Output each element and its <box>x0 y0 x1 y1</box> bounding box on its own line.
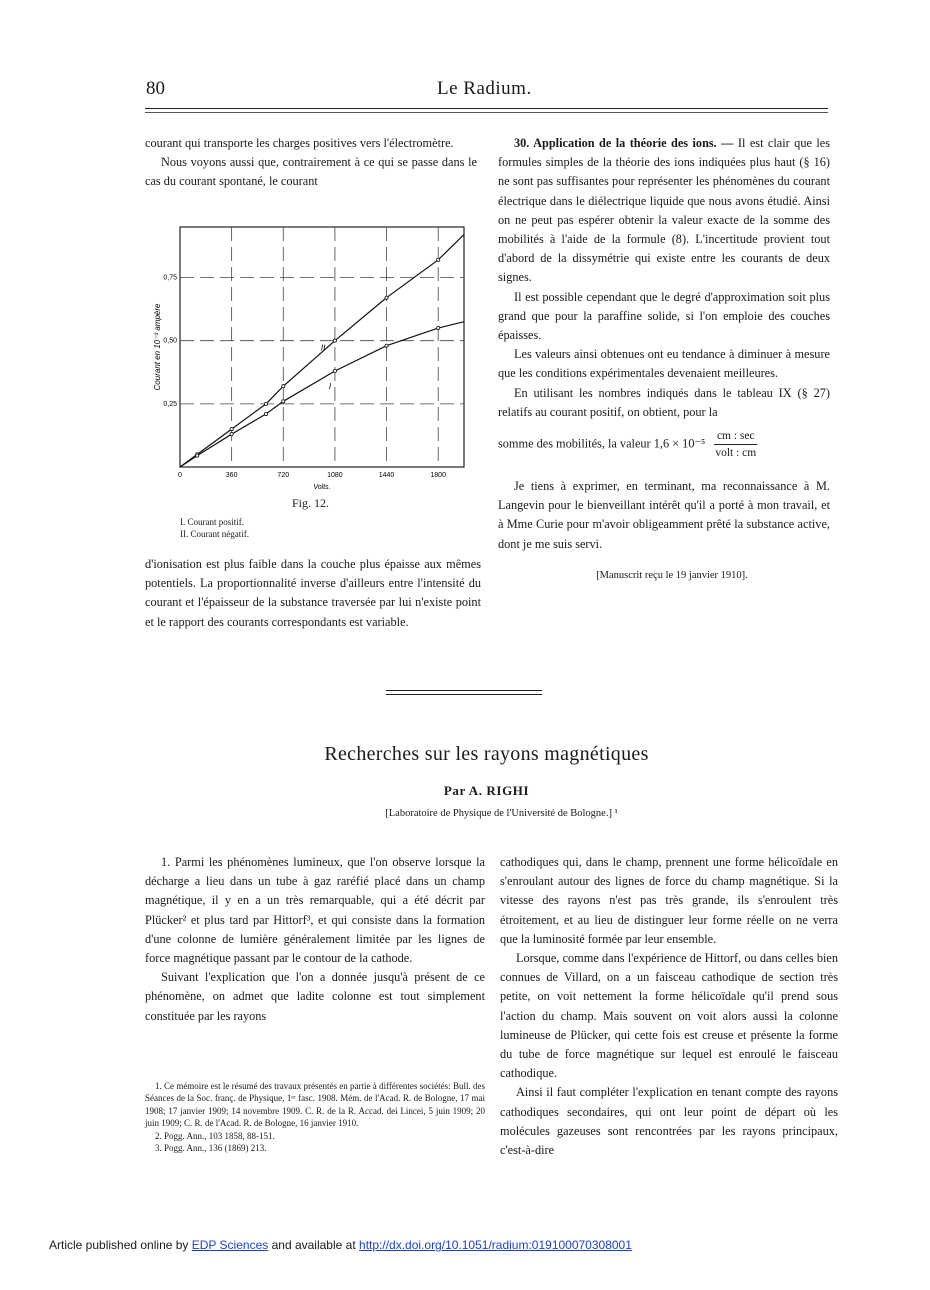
left-column-bottom <box>145 555 481 632</box>
paragraph: d'ionisation est plus faible dans la couche plus épaisse aux mêmes potentiels. La proportionnalité inverse d'ailleurs entre l'intensité du courant et l'épaisseur de la substance traversée par lui n'existe point et le rapport des courants correspondants est variable. <box>145 557 481 629</box>
x-tick-label: 1800 <box>430 472 446 479</box>
header-rule-2 <box>145 112 828 113</box>
article-author: Par A. RIGHI <box>443 783 530 798</box>
data-point <box>264 402 267 405</box>
data-point <box>333 339 336 342</box>
fraction-denominator: volt : cm <box>715 447 757 460</box>
data-point <box>282 400 285 403</box>
received-date: [Manuscrit reçu le 19 janvier 1910]. <box>596 569 748 581</box>
data-point <box>230 428 233 431</box>
paragraph: Nous voyons aussi que, contrairement à ce qui se passe dans le cas du courant spontané, le courant <box>145 155 477 189</box>
page-number: 80 <box>146 78 165 99</box>
journal-title: Le Radium. <box>437 78 532 99</box>
formula-text: somme des mobilités, la valeur 1,6 × 10⁻⁵ <box>498 436 706 451</box>
article-title: Recherches sur les rayons magnétiques <box>324 743 649 765</box>
x-tick-label: 1440 <box>378 472 395 479</box>
publication-footer <box>49 1238 632 1252</box>
edp-sciences-link[interactable]: EDP Sciences <box>191 1238 269 1252</box>
right-column-top <box>498 134 830 585</box>
x-tick-label: 720 <box>277 472 290 479</box>
figure-12-chart <box>140 215 480 495</box>
paragraph: Les valeurs ainsi obtenues ont eu tendance à diminuer à mesure que les conditions expérimentales devenaient meilleures. <box>498 347 830 381</box>
article-left-column <box>145 853 485 1026</box>
fraction-numerator: cm : sec <box>714 428 757 445</box>
figure-legend-1: I. Courant positif. <box>180 517 244 527</box>
paragraph: Je tiens à exprimer, en terminant, ma reconnaissance à M. Langevin pour le bienveillant intérêt qu'il a porté à mon travail, et à Mme Curie pour m'avoir obligeamment prêté la substance active, dont je me suis servi. <box>498 479 830 551</box>
y-tick-label: 0,75 <box>163 274 177 282</box>
footnote-1: 1. Ce mémoire est le résumé des travaux présentés en partie à différentes sociétés: Bull. des Séances de la Soc. franç. de Physique, 1ᵉʳ fasc. 1908. Mém. de l'Acad. R. de Bologne, 17 mai 1908; 17 janvier 1909; 14 novembre 1909. C. R. de la R. Accad. dei Lincei, 5 juin 1909; 20 juin 1909; C. R. de l'Acad. R. de Bologne, 16 janvier 1910. <box>145 1081 485 1129</box>
x-axis-label: Volts. <box>313 484 331 491</box>
data-point <box>282 385 285 388</box>
figure-legend-2: II. Courant négatif. <box>180 529 249 539</box>
article-right-column <box>500 853 838 1160</box>
doi-link[interactable]: http://dx.doi.org/10.1051/radium:019100070308001 <box>359 1238 632 1252</box>
y-axis-label: Courant en 10⁻³ ampère <box>153 303 162 391</box>
paragraph: cathodiques qui, dans le champ, prennent une forme hélicoïdale en s'enroulant autour des lignes de force du champ magnétique. Si la vitesse des rayons n'est pas très grande, ils s'enroulent très étroitement, et au lieu de distinguer leur forme réelle on ne verra que la luminosité formée par leur ensemble. <box>500 855 838 946</box>
x-tick-label: 0 <box>178 472 182 479</box>
data-point <box>264 412 267 415</box>
article-separator-2 <box>386 694 542 695</box>
footnotes <box>145 1080 485 1154</box>
paragraph: Ainsi il faut compléter l'explication en tenant compte des rayons cathodiques secondaires, qui ont leur point de départ où les molécules gazeuses sont rencontrées par les rayons principaux, c'est-à-dire <box>500 1085 838 1158</box>
x-tick-label: 360 <box>225 472 238 479</box>
formula-fraction <box>714 428 757 461</box>
data-point <box>333 369 336 372</box>
footnote-3: 3. Pogg. Ann., 136 (1869) 213. <box>155 1143 267 1154</box>
section-title: 30. Application de la théorie des ions. — <box>514 136 734 150</box>
paragraph: 1. Parmi les phénomènes lumineux, que l'on observe lorsque la décharge a lieu dans un tube à gaz raréfié placé dans un champ magnétique, il y en a un très remarquable, qui a été décrit par Plücker² et plus tard par Hittorf³, et qui consiste dans la formation d'une colonne de lumière généralement limitée par les lignes de force magnétique passant par le contour de la cathode. <box>145 855 485 966</box>
section-paragraph <box>498 134 830 288</box>
data-point <box>437 326 440 329</box>
data-point <box>196 454 199 457</box>
paragraph-formula <box>498 428 830 461</box>
header-rule <box>145 108 828 109</box>
paragraph: courant qui transporte les charges positives vers l'électromètre. <box>145 136 454 150</box>
data-point <box>437 258 440 261</box>
y-tick-label: 0,25 <box>163 400 177 408</box>
y-tick-label: 0,50 <box>163 337 177 345</box>
article-affiliation: [Laboratoire de Physique de l'Université de Bologne.] ¹ <box>385 808 618 819</box>
paragraph-text: Il est clair que les formules simples de la théorie des ions indiquées plus haut (§ 16) ne sont pas suffisantes pour représenter les phénomènes du courant électrique dans le diélectrique liquide que nous avons étudié. Ainsi on ne peut pas espérer obtenir la valeur exacte de la somme des mobilités à l'aide de la formule (8). L'incertitude provient tout d'abord de la dissymétrie qui existe entre les courants de deux signes. <box>498 136 830 285</box>
data-point <box>230 433 233 436</box>
paragraph: Lorsque, comme dans l'expérience de Hittorf, ou dans celles bien connues de Villard, on a un faisceau cathodique de section très petite, on voit nettement la forme hélicoïdale qu'il prend sous l'action du champ. Mais souvent on voit alors aussi la colonne lumineuse de Plücker, qui cette fois est creuse et présente la forme du tube de force magnétique sur lequel est enroulé le faisceau cathodique. <box>500 951 838 1081</box>
footer-prefix: Article published online by <box>49 1238 189 1252</box>
left-column-top <box>145 134 477 192</box>
series-label: II <box>320 343 326 353</box>
data-point <box>385 344 388 347</box>
series-label: I <box>328 382 332 391</box>
footnote-2: 2. Pogg. Ann., 103 1858, 88-151. <box>155 1130 275 1141</box>
paragraph: Suivant l'explication que l'on a donnée jusqu'à présent de ce phénomène, on admet que ladite colonne est tout simplement constituée par les rayons <box>145 970 485 1023</box>
footer-middle: and available at <box>271 1238 356 1252</box>
x-tick-label: 1080 <box>327 472 343 479</box>
paragraph: Il est possible cependant que le degré d'approximation soit plus grand que pour la paraffine solide, si l'on emploie des couches épaisses. <box>498 289 830 343</box>
paragraph: En utilisant les nombres indiqués dans le tableau IX (§ 27) relatifs au courant positif, on obtient, pour la <box>498 385 830 419</box>
article-separator <box>386 690 542 691</box>
data-point <box>385 296 388 299</box>
figure-caption: Fig. 12. <box>292 496 330 510</box>
